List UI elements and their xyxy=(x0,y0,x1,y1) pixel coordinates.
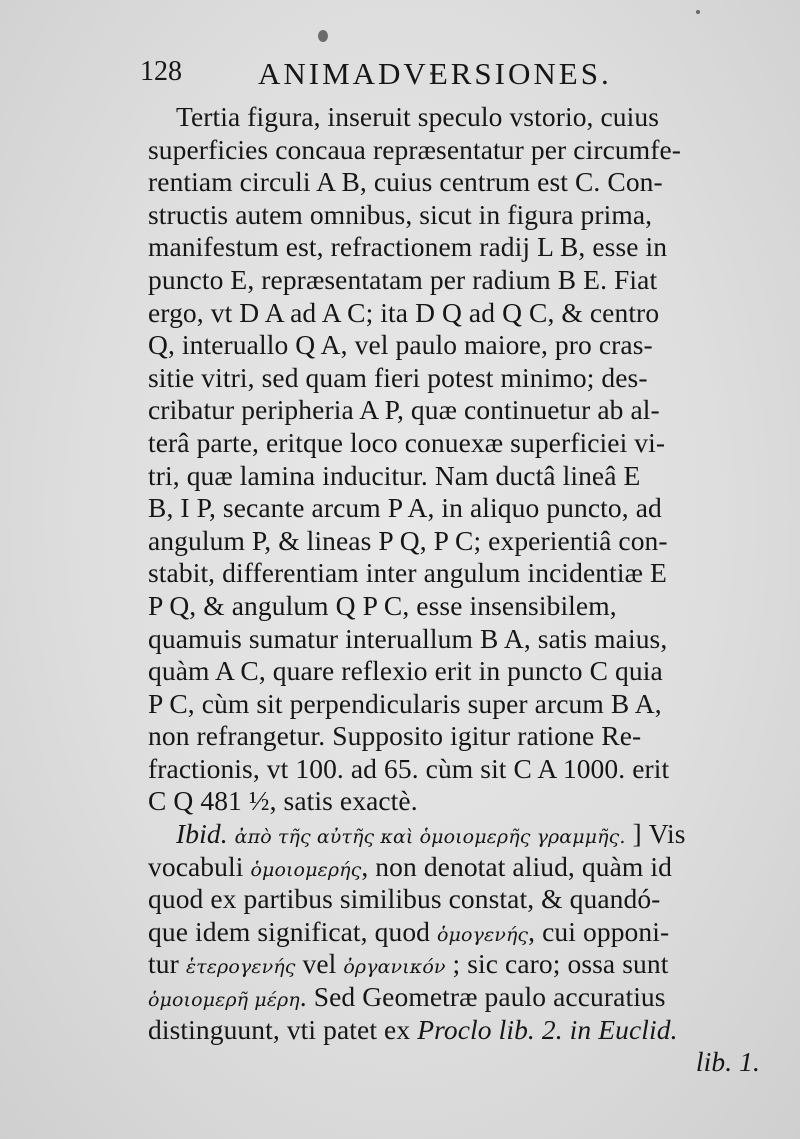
note-line xyxy=(148,818,760,851)
body-text xyxy=(148,101,760,1079)
note-text: que idem significat, quod xyxy=(148,915,431,947)
ibid-label: Ibid. xyxy=(176,818,228,850)
note-line xyxy=(148,916,760,949)
text-line: angulum P, & lineas P Q, P C; experientiâ con- xyxy=(148,524,668,556)
greek-word: ὁμοιομερής xyxy=(250,858,362,881)
text-line: manifestum est, refractionem radij L B, esse in xyxy=(148,231,668,263)
greek-quote: ἀπὸ τῆς αὐτῆς καὶ ὁμοιομερῆς γραμμῆς. xyxy=(234,826,626,849)
note-text: vocabuli xyxy=(148,850,244,882)
note-text: , cui opponi- xyxy=(528,915,670,947)
text-line: tri, quæ lamina inducitur. Nam ductâ lineâ E xyxy=(148,459,641,491)
page-header xyxy=(140,56,700,96)
text-line: fractionis, vt 100. ad 65. cùm sit C A 1000. erit xyxy=(148,752,670,784)
text-line: sitie vitri, sed quam fieri potest minimo; des- xyxy=(148,361,648,393)
text-line: quamuis sumatur interuallum B A, satis maius, xyxy=(148,622,668,654)
note-line xyxy=(148,851,760,884)
catchword: lib. 1. xyxy=(695,1046,760,1078)
ink-spot xyxy=(318,30,328,42)
note-text: , non denotat aliud, quàm id xyxy=(361,850,672,882)
text-line: C Q 481 ½, satis exactè. xyxy=(148,785,418,817)
note-line xyxy=(148,1014,760,1047)
text-line: non refrangetur. Supposito igitur ratione Re- xyxy=(148,720,642,752)
note-line: quod ex partibus similibus constat, & quandó- xyxy=(148,883,661,915)
text-line: stabit, differentiam inter angulum incidentiæ E xyxy=(148,557,667,589)
greek-word: ἑτερογενής xyxy=(185,956,296,979)
text-line: Q, interuallo Q A, vel paulo maiore, pro cras- xyxy=(148,329,653,361)
citation: Proclo lib. 2. in Euclid. xyxy=(417,1013,678,1045)
note-bracket: ] Vis xyxy=(632,818,686,850)
greek-word: ὁμογενής xyxy=(437,923,529,946)
greek-word: ὀργανικόν xyxy=(343,956,446,979)
text-line: rentiam circuli A B, cuius centrum est C. Con- xyxy=(148,166,663,198)
note-line xyxy=(148,981,760,1014)
text-line: P Q, & angulum Q P C, esse insensibilem, xyxy=(148,589,617,621)
text-line: cribatur peripheria A P, quæ continuetur ab al- xyxy=(148,394,660,426)
page-number: 128 xyxy=(140,56,182,87)
text-line: terâ parte, eritque loco conuexæ superficiei vi- xyxy=(148,426,666,458)
text-line: B, I P, secante arcum P A, in aliquo puncto, ad xyxy=(148,492,662,524)
text-line: structis autem omnibus, sicut in figura prima, xyxy=(148,198,653,230)
running-title: ANIMADVERSIONES. xyxy=(258,56,612,91)
greek-word: ὁμοιομερῆ μέρη xyxy=(148,989,300,1012)
text-line: puncto E, repræsentatam per radium B E. Fiat xyxy=(148,263,658,295)
text-line: Tertia figura, inseruit speculo vstorio, cuius xyxy=(176,101,660,132)
text-line: ergo, vt D A ad A C; ita D Q ad Q C, & centro xyxy=(148,296,660,328)
text-line: quàm A C, quare reflexio erit in puncto C quia xyxy=(148,655,663,687)
text-line: superficies concaua repræsentatur per circumfe- xyxy=(148,133,682,165)
note-line xyxy=(148,948,760,981)
note-text: distinguunt, vti patet ex xyxy=(148,1013,411,1045)
ink-speck xyxy=(696,10,700,14)
note-text: ; sic caro; ossa sunt xyxy=(452,948,669,980)
text-line: P C, cùm sit perpendicularis super arcum B A, xyxy=(148,687,662,719)
note-text: vel xyxy=(302,948,337,980)
note-text: . Sed Geometræ paulo accuratius xyxy=(299,981,666,1013)
note-text: tur xyxy=(148,948,179,980)
